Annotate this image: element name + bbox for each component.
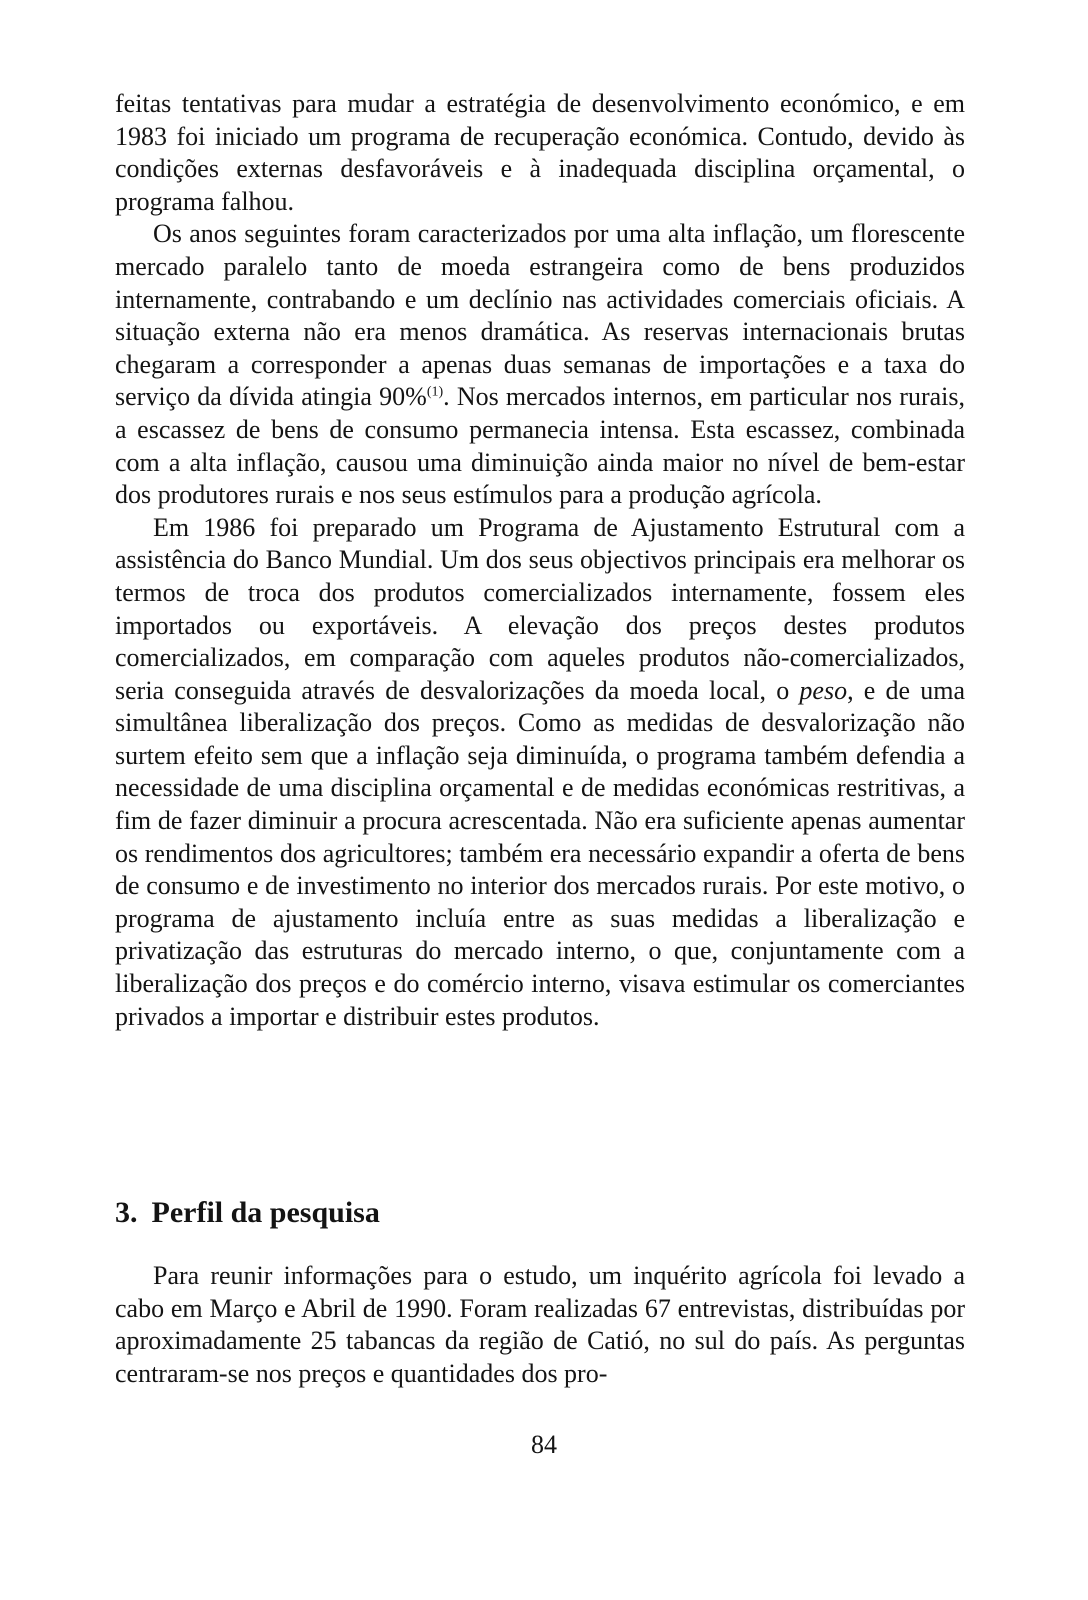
paragraph-3-text-after: , e de uma simultânea liberalização dos preços. Como as medidas de desvalorização não surtem efeito sem que a inflação seja diminuída, o programa também defendia a necessidade de uma disciplina orçamental e de medidas económicas restritivas, a fim de fazer diminuir a procura acrescentada. Não era suficiente apenas aumentar os rendimentos dos agricultores; também era necessário expandir a oferta de bens de consumo e de investimento no interior dos mercados rurais. Por este motivo, o programa de ajustamento incluía entre as suas medidas a liberalização e privatização das estruturas do mercado interno, o que, conjuntamente com a liberalização dos preços e do comércio interno, visava estimular os comerciantes privados a importar e distribuir estes produtos. bbox=[115, 675, 966, 1031]
page-number: 84 bbox=[531, 1430, 557, 1459]
section-number: 3. bbox=[115, 1196, 138, 1229]
section-paragraph-text: Para reunir informações para o estudo, um inquérito agrícola foi levado a cabo em Março e Abril de 1990. Foram realizadas 67 entrevistas, distribuídas por aproximadamente 25 tabancas da região de Catió, no sul do país. As perguntas centraram-se nos preços e quantidades dos pro- bbox=[115, 1261, 965, 1388]
section-heading bbox=[115, 1196, 380, 1230]
section-title: Perfil da pesquisa bbox=[151, 1196, 380, 1229]
page-body bbox=[115, 88, 966, 1388]
paragraph-3-italic-term: peso bbox=[799, 675, 848, 705]
section-paragraph bbox=[115, 1260, 965, 1390]
paragraph-2-text-after: . Nos mercados internos, em particular nos rurais, a escassez de bens de consumo permanecia intensa. Esta escassez, combinada com a alta inflação, causou uma diminuição ainda maior no nível de bem-estar dos produtores rurais e nos seus estímulos para a produção agrícola. bbox=[115, 382, 965, 510]
paragraph-1-text: feitas tentativas para mudar a estratégia de desenvolvimento económico, e em 1983 foi iniciado um programa de recuperação económica. Contudo, devido às condições externas desfavoráveis e à inadequada disciplina orçamental, o programa falhou. bbox=[115, 89, 965, 216]
paragraph-3 bbox=[115, 512, 965, 1034]
paragraph-3-text-before: Em 1986 foi preparado um Programa de Ajustamento Estrutural com a assistência do Banco Mundial. Um dos seus objectivos principais era melhorar os termos de troca dos produtos comercializados internamente, fossem eles importados ou exportáveis. A elevação dos preços destes produtos comercializados, em comparação com aqueles produtos não-comercializados, seria conseguida através de desvalorizações da moeda local, o bbox=[115, 512, 965, 705]
paragraph-2 bbox=[115, 218, 965, 511]
paragraph-1 bbox=[115, 88, 965, 218]
footnote-reference: (1) bbox=[426, 384, 444, 400]
paragraph-2-text-before: Os anos seguintes foram caracterizados por uma alta inflação, um florescente mercado paralelo tanto de moeda estrangeira como de bens produzidos internamente, contrabando e um declínio nas actividades comerciais oficiais. A situação externa não era menos dramática. As reservas internacionais brutas chegaram a corresponder a apenas duas semanas de importações e a taxa do serviço da dívida atingia 90% bbox=[115, 219, 965, 412]
